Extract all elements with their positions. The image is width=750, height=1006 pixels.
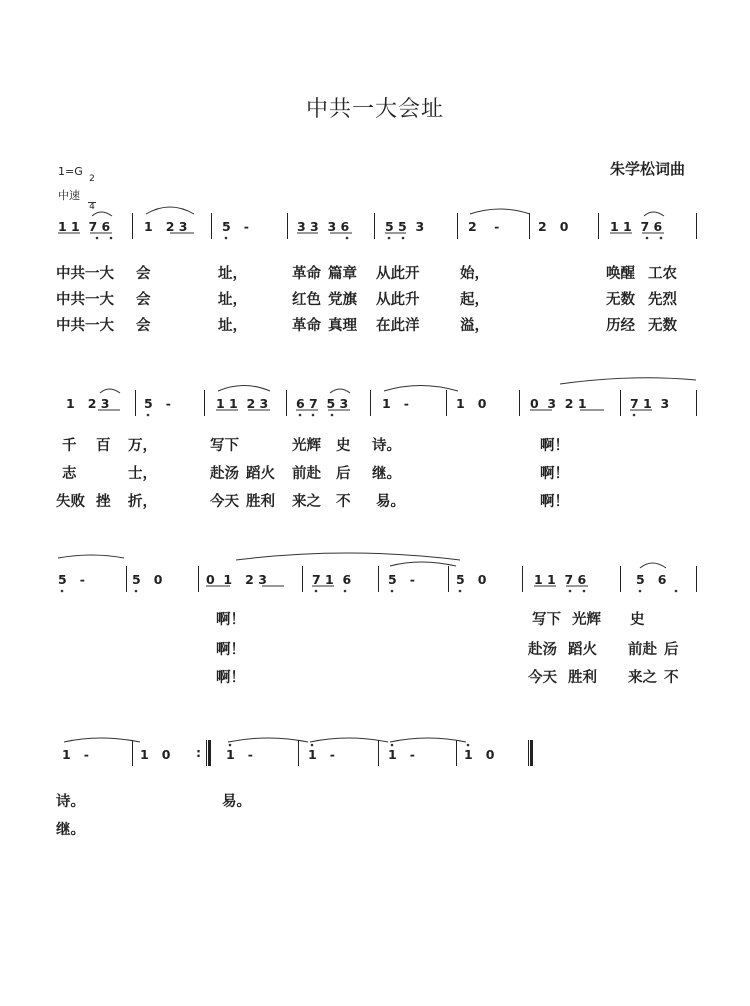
measure-10: 5 - [144,396,171,411]
lyric: 党旗 [328,292,357,308]
octave-dot [583,590,586,593]
lyric: 后 [664,642,679,658]
measure-12: 6 7 5 3 [296,396,349,411]
lyric: 历经 [606,318,635,334]
octave-dot [344,590,347,593]
measure-16: 7 1 3 [630,396,670,411]
lyric: 来之 [628,670,657,686]
octave-dot [110,237,113,240]
lyric: 址， [218,292,247,308]
lyric: 在此洋 [376,318,420,334]
measure-24: 5 6 [636,572,667,587]
octave-dot [391,590,394,593]
measure-22: 5 0 [456,572,487,587]
slur [640,563,666,568]
octave-dot [402,237,405,240]
octave-dot [459,590,462,593]
measure-18: 5 0 [132,572,163,587]
lyric: 会 [136,318,151,334]
lyric: 挫 [96,494,111,510]
measure-26: 1 0 [140,747,171,762]
lyric: 前赴 [628,642,657,658]
slur [560,378,696,384]
author-credit: 朱学松词曲 [610,160,686,178]
measure-4: 3 3 3 6 [297,219,350,234]
slur [146,207,194,214]
slur [100,389,120,393]
lyric: 易。 [222,794,251,810]
octave-dot [299,414,302,417]
lyric: 前赴 [292,466,321,482]
lyric: 会 [136,292,151,308]
measure-11: 1 1 2 3 [216,396,269,411]
slur [236,553,460,560]
lyric: 千 [62,438,77,454]
octave-dot [147,414,150,417]
lyric: 啊！ [216,642,245,658]
lyric: 真理 [328,318,357,334]
lyric: 史 [336,438,351,454]
lyric: 起， [460,292,489,308]
lyric: 不 [336,494,351,510]
measure-21: 5 - [388,572,415,587]
lyric: 写下 [210,438,239,454]
measure-19: 0 1 2 3 [206,572,267,587]
lyric: 光辉 [292,438,321,454]
lyric: 革命 [292,318,321,334]
lyric: 址， [218,318,247,334]
lyric: 诗。 [56,794,85,810]
octave-dot [675,590,678,593]
slur [310,738,388,742]
measure-13: 1 - [382,396,409,411]
slur [218,386,270,392]
slur [330,389,350,393]
song-title: 中共一大会址 [305,97,444,122]
lyric: 啊！ [216,670,245,686]
measure-17: 5 - [58,572,85,587]
slur [470,209,530,214]
lyric: 无数 [606,292,635,308]
lyric: 折， [128,494,157,510]
lyric: 胜利 [568,670,597,686]
octave-dot-high [391,744,394,747]
slur [390,562,456,566]
octave-dot [633,414,636,417]
octave-dot [346,237,349,240]
measure-29: 1 - [388,747,415,762]
slur [92,212,112,216]
time-numerator: 2 [89,174,95,184]
slur [64,738,140,742]
lyric: 史 [630,612,645,628]
lyric: 今天 [528,670,557,686]
lyric: 革命 [292,266,321,282]
octave-dot [312,414,315,417]
lyric: 中共一大 [56,266,114,282]
octave-dot [646,237,649,240]
repeat-dots: : [196,745,201,760]
octave-dot [315,590,318,593]
lyric: 会 [136,266,151,282]
lyric: 赴汤 [528,642,557,658]
tempo-marking: 中速 [58,189,80,202]
lyric: 士， [128,466,157,482]
measure-30: 1 0 [464,747,495,762]
lyric: 从此升 [376,292,420,308]
octave-dot [388,237,391,240]
lyric: 溢， [460,318,489,334]
lyric: 诗。 [372,438,401,454]
measure-28: 1 - [308,747,335,762]
lyric: 不 [664,670,679,686]
lyric: 赴汤 [210,466,239,482]
key-signature: 1=G [58,165,83,178]
lyric: 啊！ [216,612,245,628]
lyric: 后 [336,466,351,482]
lyric: 写下 [532,612,561,628]
lyric: 志 [62,466,77,482]
slur [58,555,124,558]
slur [390,738,466,742]
measure-5: 5 5 3 [385,219,425,234]
measure-27: 1 - [226,747,253,762]
octave-dot [569,590,572,593]
measure-7: 2 0 [538,219,569,234]
octave-dot [639,590,642,593]
lyric: 万， [128,438,157,454]
octave-dot-high [467,744,470,747]
measure-8: 1 1 7 6 [610,219,663,234]
octave-dot [135,590,138,593]
measure-15: 0 3 2 1 [530,396,587,411]
octave-dot [61,590,64,593]
lyric: 继。 [56,822,85,838]
lyric: 光辉 [572,612,601,628]
measure-20: 7 1 6 [312,572,352,587]
measure-3: 5 - [222,219,249,234]
lyric: 继。 [372,466,401,482]
lyric: 啊！ [540,438,569,454]
slur [384,386,458,392]
time-denominator: 4 [89,202,95,212]
lyric: 从此开 [376,266,420,282]
lyric: 中共一大 [56,292,114,308]
measure-1: 1 1 7 6 [58,219,111,234]
lyric: 胜利 [246,494,275,510]
measure-14: 1 0 [456,396,487,411]
lyric: 址， [218,266,247,282]
lyric: 失败 [56,494,85,510]
lyric: 篇章 [328,266,357,282]
octave-dot [660,237,663,240]
measure-25: 1 - [62,747,89,762]
octave-dot-high [229,744,232,747]
lyric: 始， [460,266,489,282]
lyric: 百 [96,438,111,454]
measure-6: 2 - [468,219,500,234]
lyric: 工农 [648,266,677,282]
lyric: 易。 [376,494,405,510]
lyric: 蹈火 [568,642,597,658]
lyric: 先烈 [648,292,677,308]
lyric: 啊！ [540,494,569,510]
lyric: 唤醒 [606,266,635,282]
lyric: 无数 [648,318,677,334]
slur [644,212,664,216]
slur [228,738,308,742]
lyric: 来之 [292,494,321,510]
measure-23: 1 1 7 6 [534,572,587,587]
lyric: 中共一大 [56,318,114,334]
lyric: 今天 [210,494,239,510]
octave-dot-high [311,744,314,747]
measure-2: 1 2 3 [144,219,188,234]
octave-dot [331,414,334,417]
octave-dot [225,237,228,240]
lyric: 蹈火 [246,466,275,482]
octave-dot [96,237,99,240]
lyric: 红色 [292,292,321,308]
measure-9: 1 2 3 [66,396,110,411]
lyric: 啊！ [540,466,569,482]
